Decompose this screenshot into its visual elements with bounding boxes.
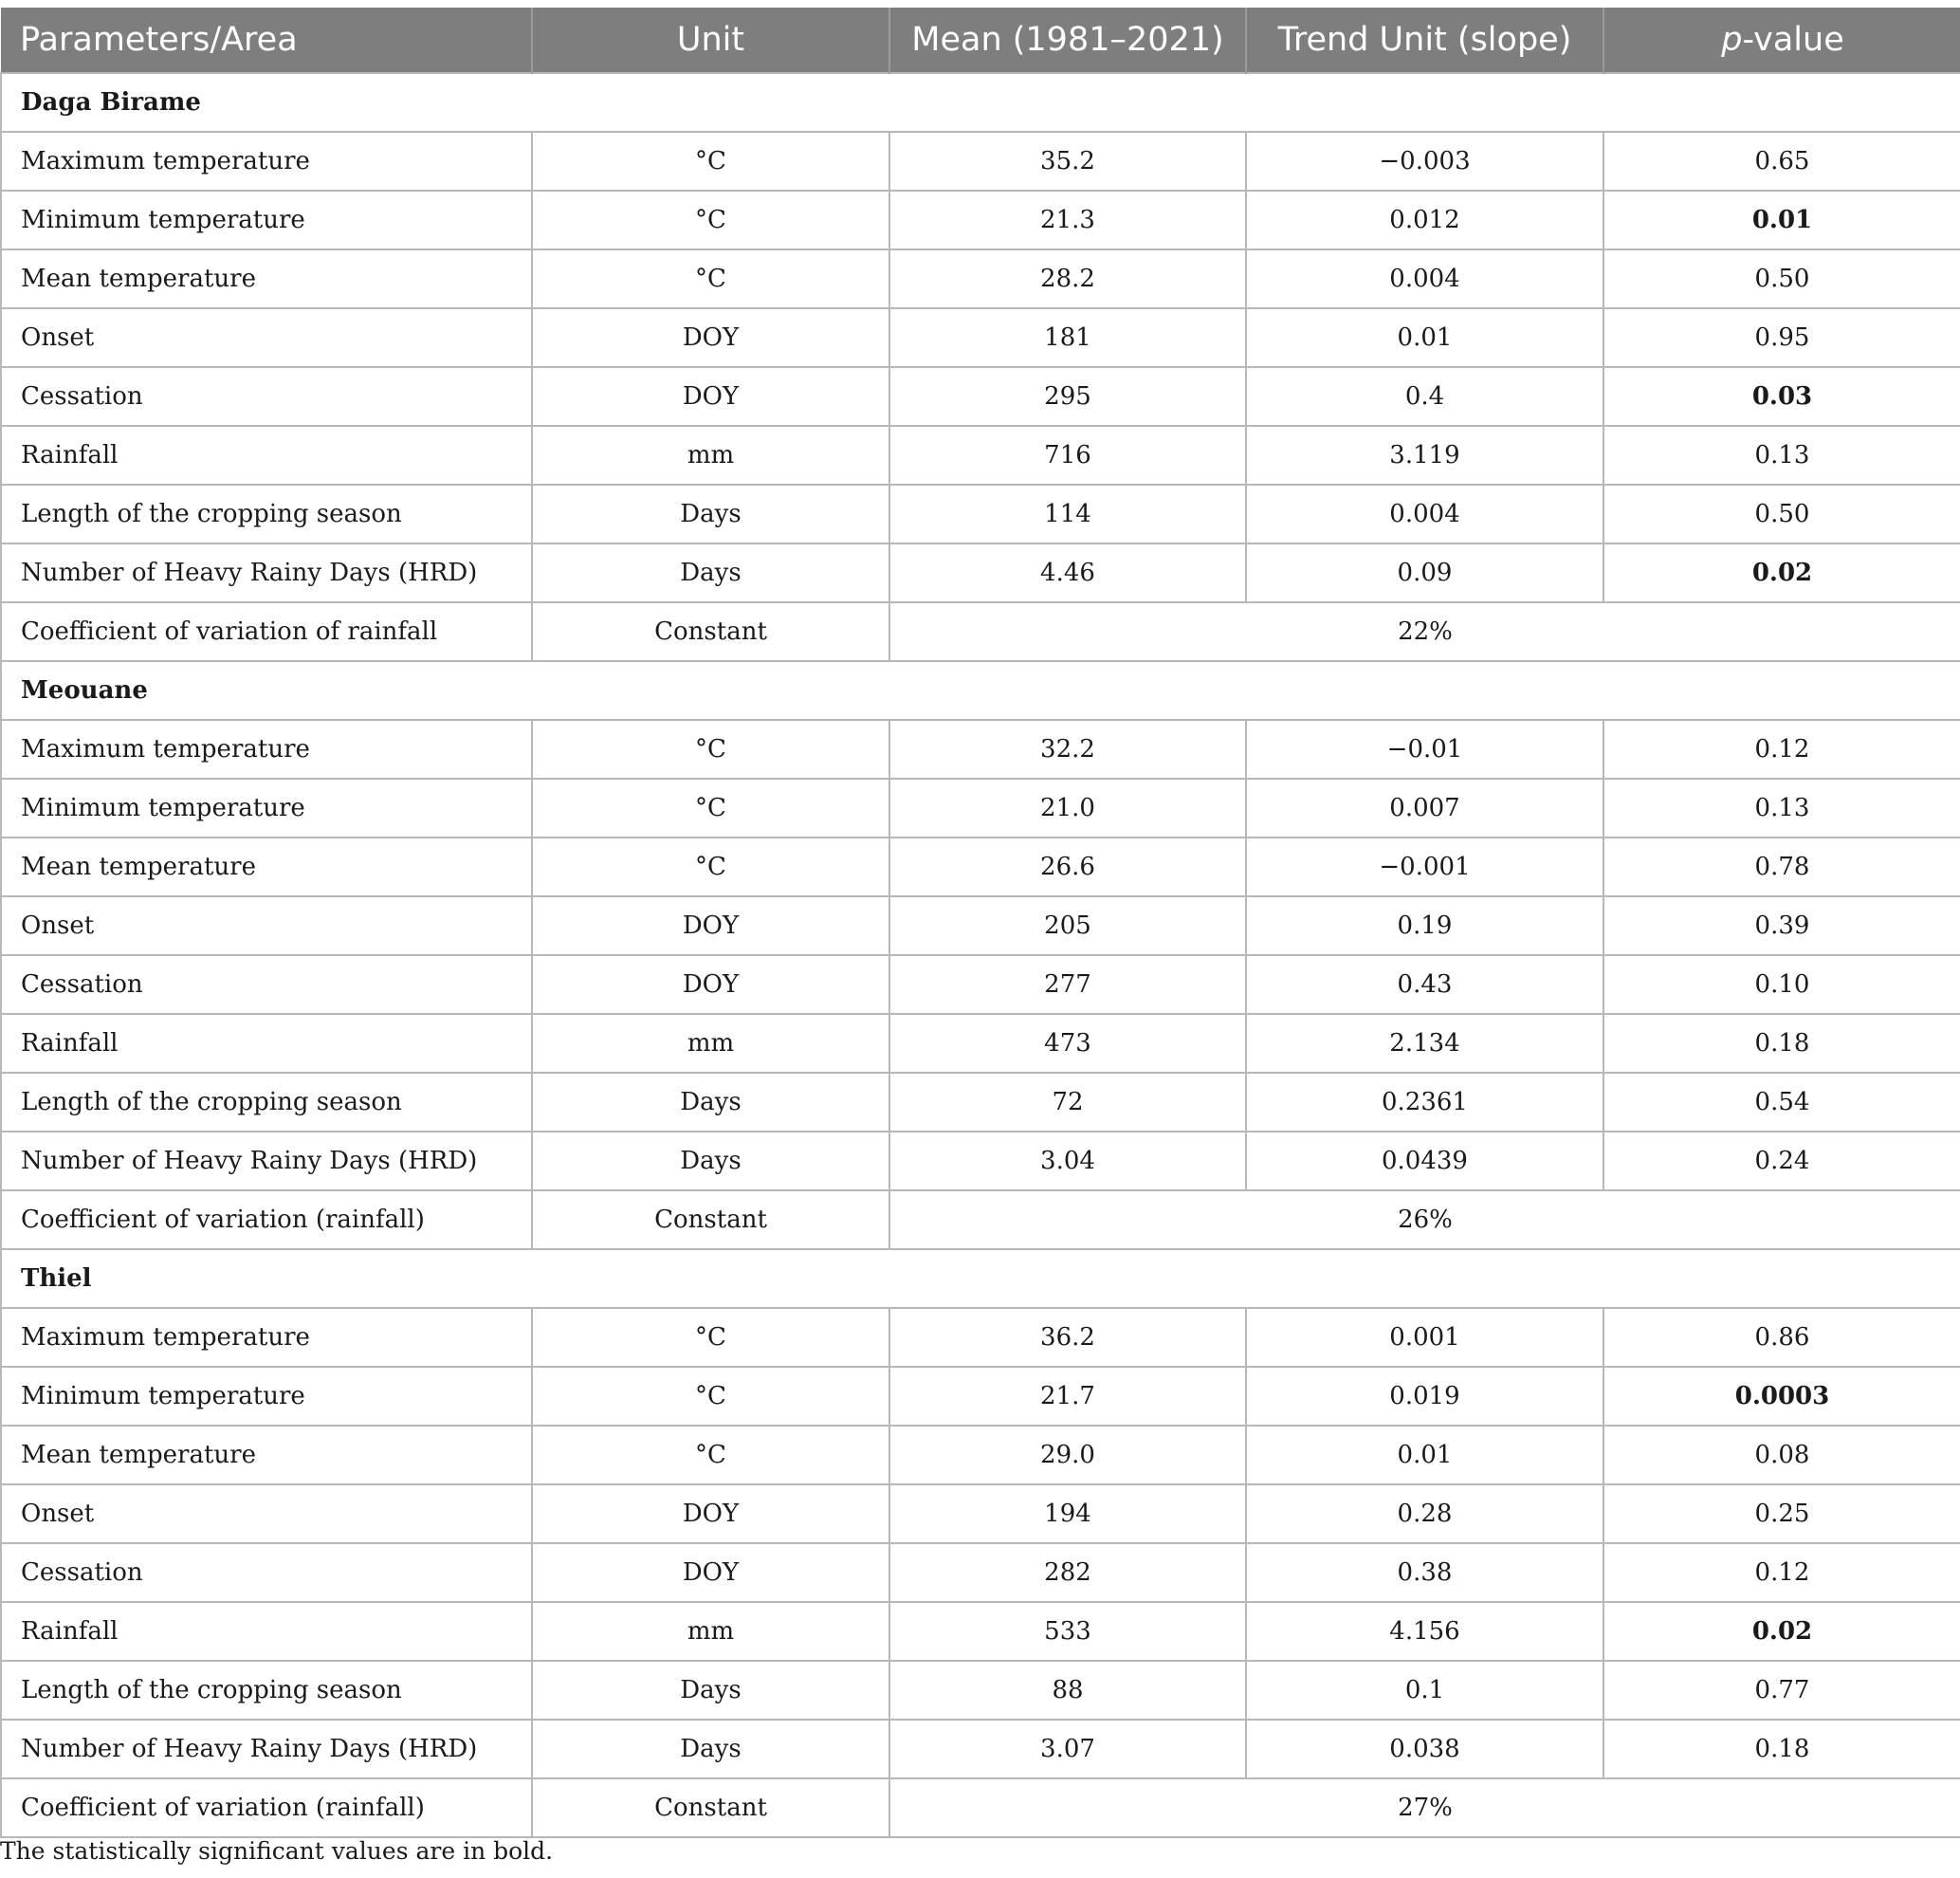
unit-cell: Constant <box>532 1190 889 1249</box>
mean-cell: 29.0 <box>889 1426 1246 1484</box>
parameter-cell: Rainfall <box>1 1014 532 1073</box>
mean-cell: 473 <box>889 1014 1246 1073</box>
climate-trend-table-container <box>0 8 1960 1838</box>
parameter-cell: Onset <box>1 896 532 955</box>
header-p-italic: p <box>1721 21 1743 59</box>
mean-cell: 32.2 <box>889 720 1246 779</box>
p-value-cell: 0.01 <box>1603 191 1960 249</box>
trend-cell: −0.01 <box>1246 720 1603 779</box>
table-row <box>1 720 1960 779</box>
parameter-cell: Coefficient of variation (rainfall) <box>1 1190 532 1249</box>
table-footnote: The statistically significant values are in bold. <box>0 1837 554 1865</box>
table-row <box>1 1367 1960 1426</box>
mean-cell: 181 <box>889 308 1246 367</box>
p-value-cell: 0.18 <box>1603 1720 1960 1778</box>
trend-cell: 2.134 <box>1246 1014 1603 1073</box>
parameter-cell: Coefficient of variation (rainfall) <box>1 1778 532 1837</box>
table-row <box>1 543 1960 602</box>
parameter-cell: Onset <box>1 308 532 367</box>
table-row <box>1 1308 1960 1367</box>
unit-cell: Days <box>532 1132 889 1190</box>
mean-cell: 277 <box>889 955 1246 1014</box>
unit-cell: Constant <box>532 1778 889 1837</box>
table-row <box>1 896 1960 955</box>
unit-cell: Days <box>532 543 889 602</box>
parameter-cell: Minimum temperature <box>1 1367 532 1426</box>
parameter-cell: Number of Heavy Rainy Days (HRD) <box>1 543 532 602</box>
table-row <box>1 132 1960 191</box>
area-heading: Thiel <box>1 1249 1960 1308</box>
table-row <box>1 1426 1960 1484</box>
parameter-cell: Cessation <box>1 367 532 426</box>
table-row <box>1 367 1960 426</box>
unit-cell: mm <box>532 1014 889 1073</box>
header-mean: Mean (1981–2021) <box>889 8 1246 73</box>
table-row <box>1 1602 1960 1661</box>
table-row <box>1 485 1960 543</box>
unit-cell: mm <box>532 1602 889 1661</box>
table-row <box>1 1484 1960 1543</box>
unit-cell: °C <box>532 1426 889 1484</box>
unit-cell: DOY <box>532 896 889 955</box>
header-trend: Trend Unit (slope) <box>1246 8 1603 73</box>
trend-cell: 0.004 <box>1246 485 1603 543</box>
parameter-cell: Minimum temperature <box>1 191 532 249</box>
unit-cell: DOY <box>532 1484 889 1543</box>
p-value-cell: 0.86 <box>1603 1308 1960 1367</box>
parameter-cell: Mean temperature <box>1 249 532 308</box>
trend-cell: 0.4 <box>1246 367 1603 426</box>
unit-cell: °C <box>532 720 889 779</box>
climate-trend-table <box>0 8 1960 1838</box>
table-row <box>1 955 1960 1014</box>
header-row <box>1 8 1960 73</box>
unit-cell: DOY <box>532 955 889 1014</box>
mean-cell: 295 <box>889 367 1246 426</box>
table-row <box>1 779 1960 838</box>
p-value-cell: 0.95 <box>1603 308 1960 367</box>
mean-cell: 205 <box>889 896 1246 955</box>
mean-cell: 21.0 <box>889 779 1246 838</box>
unit-cell: Days <box>532 1661 889 1720</box>
parameter-cell: Coefficient of variation of rainfall <box>1 602 532 661</box>
mean-cell: 36.2 <box>889 1308 1246 1367</box>
table-row <box>1 1543 1960 1602</box>
mean-cell: 21.7 <box>889 1367 1246 1426</box>
unit-cell: °C <box>532 191 889 249</box>
mean-cell: 716 <box>889 426 1246 485</box>
unit-cell: °C <box>532 1367 889 1426</box>
mean-cell: 26.6 <box>889 838 1246 896</box>
parameter-cell: Onset <box>1 1484 532 1543</box>
table-row <box>1 1132 1960 1190</box>
p-value-cell: 0.65 <box>1603 132 1960 191</box>
header-p-value <box>1603 8 1960 73</box>
trend-cell: 0.09 <box>1246 543 1603 602</box>
parameter-cell: Mean temperature <box>1 1426 532 1484</box>
table-row <box>1 426 1960 485</box>
mean-cell: 28.2 <box>889 249 1246 308</box>
cv-value-cell: 22% <box>889 602 1960 661</box>
unit-cell: Days <box>532 1720 889 1778</box>
trend-cell: 0.01 <box>1246 308 1603 367</box>
area-heading: Daga Birame <box>1 73 1960 132</box>
trend-cell: 0.0439 <box>1246 1132 1603 1190</box>
trend-cell: 0.28 <box>1246 1484 1603 1543</box>
parameter-cell: Length of the cropping season <box>1 1073 532 1132</box>
unit-cell: DOY <box>532 308 889 367</box>
unit-cell: Days <box>532 1073 889 1132</box>
mean-cell: 72 <box>889 1073 1246 1132</box>
table-row <box>1 1014 1960 1073</box>
p-value-cell: 0.18 <box>1603 1014 1960 1073</box>
table-row <box>1 191 1960 249</box>
cv-row <box>1 1778 1960 1837</box>
trend-cell: 0.19 <box>1246 896 1603 955</box>
p-value-cell: 0.78 <box>1603 838 1960 896</box>
table-body <box>1 73 1960 1837</box>
mean-cell: 3.04 <box>889 1132 1246 1190</box>
mean-cell: 194 <box>889 1484 1246 1543</box>
trend-cell: 0.38 <box>1246 1543 1603 1602</box>
mean-cell: 3.07 <box>889 1720 1246 1778</box>
trend-cell: 0.001 <box>1246 1308 1603 1367</box>
mean-cell: 4.46 <box>889 543 1246 602</box>
table-row <box>1 308 1960 367</box>
trend-cell: 0.038 <box>1246 1720 1603 1778</box>
cv-row <box>1 602 1960 661</box>
p-value-cell: 0.50 <box>1603 485 1960 543</box>
p-value-cell: 0.24 <box>1603 1132 1960 1190</box>
p-value-cell: 0.03 <box>1603 367 1960 426</box>
unit-cell: °C <box>532 1308 889 1367</box>
header-p-suffix: -value <box>1742 21 1844 59</box>
section-row <box>1 1249 1960 1308</box>
cv-value-cell: 26% <box>889 1190 1960 1249</box>
table-header <box>1 8 1960 73</box>
parameter-cell: Rainfall <box>1 1602 532 1661</box>
unit-cell: °C <box>532 838 889 896</box>
trend-cell: 0.43 <box>1246 955 1603 1014</box>
p-value-cell: 0.08 <box>1603 1426 1960 1484</box>
mean-cell: 35.2 <box>889 132 1246 191</box>
trend-cell: 0.007 <box>1246 779 1603 838</box>
unit-cell: Constant <box>532 602 889 661</box>
unit-cell: °C <box>532 779 889 838</box>
cv-value-cell: 27% <box>889 1778 1960 1837</box>
trend-cell: 0.012 <box>1246 191 1603 249</box>
table-row <box>1 1073 1960 1132</box>
cv-row <box>1 1190 1960 1249</box>
p-value-cell: 0.13 <box>1603 426 1960 485</box>
section-row <box>1 661 1960 720</box>
table-row <box>1 1661 1960 1720</box>
parameter-cell: Maximum temperature <box>1 720 532 779</box>
table-row <box>1 838 1960 896</box>
p-value-cell: 0.0003 <box>1603 1367 1960 1426</box>
trend-cell: 0.1 <box>1246 1661 1603 1720</box>
parameter-cell: Minimum temperature <box>1 779 532 838</box>
p-value-cell: 0.02 <box>1603 543 1960 602</box>
p-value-cell: 0.77 <box>1603 1661 1960 1720</box>
parameter-cell: Rainfall <box>1 426 532 485</box>
trend-cell: 4.156 <box>1246 1602 1603 1661</box>
p-value-cell: 0.50 <box>1603 249 1960 308</box>
mean-cell: 88 <box>889 1661 1246 1720</box>
p-value-cell: 0.13 <box>1603 779 1960 838</box>
parameter-cell: Cessation <box>1 1543 532 1602</box>
p-value-cell: 0.10 <box>1603 955 1960 1014</box>
trend-cell: −0.003 <box>1246 132 1603 191</box>
unit-cell: Days <box>532 485 889 543</box>
header-unit: Unit <box>532 8 889 73</box>
parameter-cell: Length of the cropping season <box>1 1661 532 1720</box>
unit-cell: mm <box>532 426 889 485</box>
p-value-cell: 0.12 <box>1603 720 1960 779</box>
trend-cell: 3.119 <box>1246 426 1603 485</box>
trend-cell: 0.2361 <box>1246 1073 1603 1132</box>
mean-cell: 114 <box>889 485 1246 543</box>
parameter-cell: Maximum temperature <box>1 132 532 191</box>
header-parameters: Parameters/Area <box>1 8 532 73</box>
mean-cell: 282 <box>889 1543 1246 1602</box>
p-value-cell: 0.54 <box>1603 1073 1960 1132</box>
p-value-cell: 0.02 <box>1603 1602 1960 1661</box>
unit-cell: DOY <box>532 1543 889 1602</box>
parameter-cell: Length of the cropping season <box>1 485 532 543</box>
unit-cell: °C <box>532 132 889 191</box>
area-heading: Meouane <box>1 661 1960 720</box>
p-value-cell: 0.25 <box>1603 1484 1960 1543</box>
unit-cell: DOY <box>532 367 889 426</box>
trend-cell: 0.004 <box>1246 249 1603 308</box>
section-row <box>1 73 1960 132</box>
parameter-cell: Maximum temperature <box>1 1308 532 1367</box>
p-value-cell: 0.39 <box>1603 896 1960 955</box>
p-value-cell: 0.12 <box>1603 1543 1960 1602</box>
table-row <box>1 249 1960 308</box>
trend-cell: 0.019 <box>1246 1367 1603 1426</box>
parameter-cell: Number of Heavy Rainy Days (HRD) <box>1 1132 532 1190</box>
mean-cell: 21.3 <box>889 191 1246 249</box>
parameter-cell: Number of Heavy Rainy Days (HRD) <box>1 1720 532 1778</box>
mean-cell: 533 <box>889 1602 1246 1661</box>
trend-cell: 0.01 <box>1246 1426 1603 1484</box>
table-row <box>1 1720 1960 1778</box>
trend-cell: −0.001 <box>1246 838 1603 896</box>
parameter-cell: Cessation <box>1 955 532 1014</box>
parameter-cell: Mean temperature <box>1 838 532 896</box>
unit-cell: °C <box>532 249 889 308</box>
